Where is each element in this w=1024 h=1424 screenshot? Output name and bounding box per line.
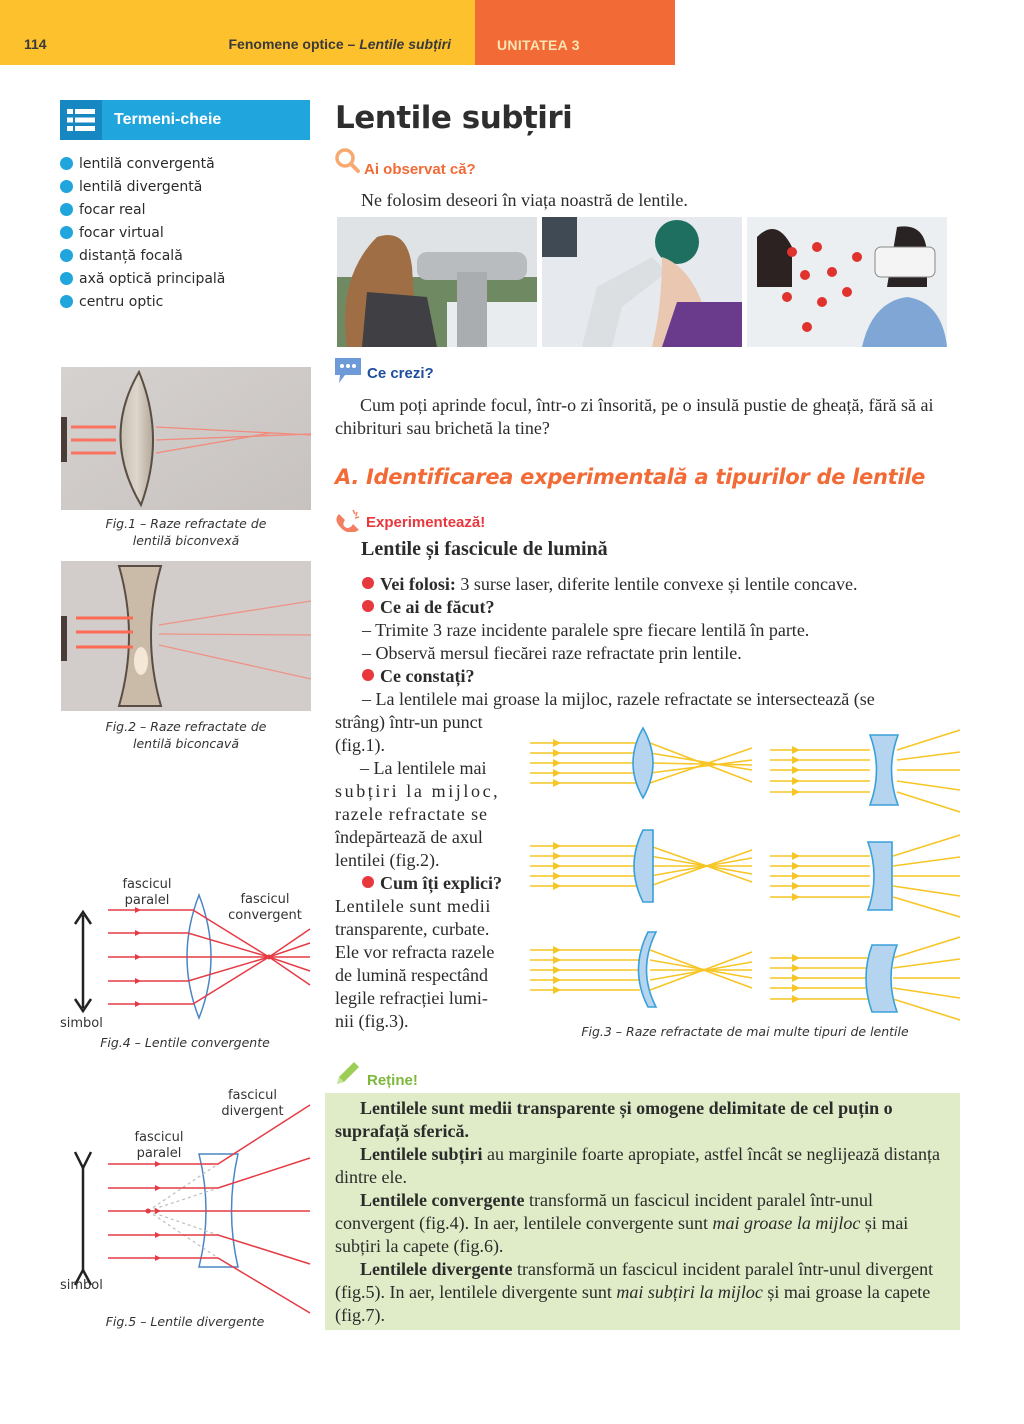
fig5-symbol-label: simbol bbox=[60, 1278, 103, 1293]
pencil-icon bbox=[335, 1060, 361, 1090]
topic-text: Fenomene optice – bbox=[228, 36, 360, 52]
fig4-caption: Fig.4 – Lentile convergente bbox=[100, 1035, 270, 1050]
key-term bbox=[60, 267, 225, 290]
explain-text: nii (fig.3). bbox=[335, 1011, 409, 1031]
todo-step: – Observă mersul fiecărei raze refractate prin lentile. bbox=[362, 643, 742, 663]
fig3-lens-types-diagram bbox=[525, 720, 960, 1025]
think-text: Cum poți aprinde focul, într-o zi însorită, pe o insulă pustie de gheață, fără să ai chibrituri sau brichetă la tine? bbox=[335, 395, 934, 438]
explain-text: Lentilele sunt medii bbox=[335, 896, 491, 916]
magnet-icon bbox=[335, 508, 361, 536]
bullet-dot-icon bbox=[362, 577, 374, 589]
remember-bold: Lentilele divergente bbox=[360, 1259, 513, 1279]
finding-text: – La lentilele mai bbox=[360, 758, 487, 778]
page-topic bbox=[229, 36, 452, 52]
find-label: Ce constați? bbox=[380, 666, 475, 686]
key-term-label: lentilă divergentă bbox=[79, 178, 203, 195]
header-topic-band bbox=[0, 0, 475, 65]
label-line: paralel bbox=[124, 893, 170, 908]
use-text: 3 surse laser, diferite lentile convexe și lentile concave. bbox=[455, 574, 858, 594]
fig1-biconvex-lens-photo bbox=[61, 367, 311, 510]
key-term bbox=[60, 221, 225, 244]
caption-line: lentilă biconcavă bbox=[132, 736, 239, 751]
todo-label: Ce ai de făcut? bbox=[380, 597, 495, 617]
fig2-caption bbox=[61, 718, 311, 752]
remember-p1 bbox=[335, 1097, 950, 1143]
fig4-symbol-label: simbol bbox=[60, 1016, 103, 1031]
unit-label: UNITATEA 3 bbox=[497, 37, 580, 53]
fig5-caption: Fig.5 – Lentile divergente bbox=[105, 1314, 265, 1329]
label-line: paralel bbox=[136, 1146, 182, 1161]
key-terms-list bbox=[60, 152, 225, 313]
fig5-label-divergent bbox=[215, 1088, 290, 1120]
finding-text: strâng) într-un punct bbox=[335, 712, 483, 732]
experiment-steps bbox=[335, 573, 955, 711]
find-line bbox=[335, 665, 955, 688]
finding-text: razele refractate se bbox=[335, 804, 488, 824]
key-term-label: focar real bbox=[79, 201, 146, 218]
explain-text: de lumină respectând bbox=[335, 965, 488, 985]
finding-text: – La lentilele mai groase la mijloc, razele refractate se intersectează (se bbox=[362, 689, 875, 709]
woman-with-binoculars-photo bbox=[337, 217, 537, 347]
label-line: fascicul bbox=[134, 1130, 184, 1145]
key-term bbox=[60, 198, 225, 221]
fig4-label-convergent bbox=[225, 892, 305, 924]
remember-p3 bbox=[335, 1189, 950, 1258]
remember-italic: mai subțiri la mijloc bbox=[616, 1282, 763, 1302]
fig4-label-parallel bbox=[112, 877, 182, 909]
bullet-dot-icon bbox=[60, 226, 73, 239]
bullet-dot-icon bbox=[362, 876, 374, 888]
key-term-label: lentilă convergentă bbox=[79, 155, 215, 172]
label-line: convergent bbox=[228, 908, 302, 923]
page-header bbox=[0, 0, 675, 65]
observed-heading bbox=[335, 148, 476, 178]
bullet-dot-icon bbox=[60, 249, 73, 262]
observed-text: Ne folosim deseori în viața noastră de lentile. bbox=[361, 190, 688, 210]
microscope-lab-photo bbox=[542, 217, 742, 347]
experiment-narrow-column bbox=[335, 711, 511, 1033]
vr-headset-molecule-photo bbox=[747, 217, 947, 347]
experiment-heading-label: Experimentează! bbox=[366, 513, 486, 531]
speech-bubble-icon bbox=[335, 358, 361, 388]
caption-line: lentilă biconvexă bbox=[132, 533, 240, 548]
bullet-dot-icon bbox=[60, 272, 73, 285]
remember-box bbox=[325, 1093, 960, 1330]
explain-label: Cum îți explici? bbox=[380, 873, 502, 893]
key-term-label: axă optică principală bbox=[79, 270, 226, 287]
label-line: fascicul bbox=[227, 1088, 278, 1103]
list-icon bbox=[60, 100, 102, 140]
todo-line bbox=[335, 596, 955, 619]
remember-italic: mai groase la mijloc bbox=[712, 1213, 861, 1233]
experiment-heading bbox=[335, 508, 485, 536]
key-term bbox=[60, 290, 225, 313]
key-term bbox=[60, 244, 225, 267]
remember-text: transformă un fascicul incident paralel într-unul convergent (fig.4). In aer, lentilele convergente sunt bbox=[335, 1190, 873, 1233]
finding-text: îndepărtează de axul bbox=[335, 827, 483, 847]
key-term-label: focar virtual bbox=[79, 224, 164, 241]
remember-heading-label: Reține! bbox=[367, 1071, 418, 1089]
explain-text: transparente, curbate. bbox=[335, 919, 490, 939]
label-line: fascicul bbox=[122, 877, 172, 892]
header-unit-band bbox=[475, 0, 675, 65]
observed-heading-label: Ai observat că? bbox=[364, 160, 476, 178]
think-heading bbox=[335, 358, 434, 388]
remember-p2 bbox=[335, 1143, 950, 1189]
fig5-label-parallel bbox=[124, 1130, 194, 1162]
page-number: 114 bbox=[24, 36, 47, 52]
fig3-caption: Fig.3 – Raze refractate de mai multe tipuri de lentile bbox=[581, 1024, 909, 1039]
key-terms-header bbox=[60, 100, 310, 140]
label-line: divergent bbox=[221, 1104, 284, 1119]
remember-text: și mai groase la capete (fig.7). bbox=[335, 1282, 931, 1325]
use-line bbox=[335, 573, 955, 596]
key-term bbox=[60, 175, 225, 198]
bullet-dot-icon bbox=[60, 203, 73, 216]
finding-text: (fig.1). bbox=[335, 735, 385, 755]
bullet-dot-icon bbox=[362, 669, 374, 681]
label-line: fascicul bbox=[240, 892, 290, 907]
explain-text: legile refracției lumi- bbox=[335, 988, 488, 1008]
key-term bbox=[60, 152, 225, 175]
remember-text: transformă un fascicul incident paralel într-unul divergent (fig.5). In aer, lentilele divergente sunt bbox=[335, 1259, 934, 1302]
experiment-subtitle: Lentile și fascicule de lumină bbox=[361, 538, 608, 560]
remember-bold: Lentilele convergente bbox=[360, 1190, 525, 1210]
remember-text: și mai subțiri la capete (fig.6). bbox=[335, 1213, 909, 1256]
page-title: Lentile subțiri bbox=[335, 100, 573, 136]
remember-p4 bbox=[335, 1258, 950, 1327]
fig2-biconcave-lens-photo bbox=[61, 561, 311, 711]
bullet-dot-icon bbox=[60, 295, 73, 308]
key-term-label: distanță focală bbox=[79, 247, 183, 264]
magnifier-icon bbox=[335, 148, 361, 178]
explain-line bbox=[335, 872, 511, 895]
todo-step: – Trimite 3 raze incidente paralele spre fiecare lentilă în parte. bbox=[362, 620, 810, 640]
bullet-dot-icon bbox=[60, 157, 73, 170]
remember-text: au marginile foarte apropiate, astfel încât se neglijează distanța dintre ele. bbox=[335, 1144, 940, 1187]
explain-text: Ele vor refracta razele bbox=[335, 942, 495, 962]
bullet-dot-icon bbox=[362, 600, 374, 612]
caption-line: Fig.2 – Raze refractate de bbox=[105, 719, 267, 734]
caption-line: Fig.1 – Raze refractate de bbox=[105, 516, 267, 531]
key-term-label: centru optic bbox=[79, 293, 164, 310]
finding-text: subțiri la mijloc, bbox=[335, 781, 501, 801]
topic-italic: Lentile subțiri bbox=[359, 36, 451, 52]
remember-heading bbox=[335, 1060, 418, 1090]
think-heading-label: Ce crezi? bbox=[367, 364, 434, 382]
finding-text: lentilei (fig.2). bbox=[335, 850, 440, 870]
key-terms-title: Termeni-cheie bbox=[114, 111, 222, 128]
fig1-caption bbox=[61, 515, 311, 549]
use-label: Vei folosi: bbox=[380, 574, 456, 594]
section-a-heading: A. Identificarea experimentală a tipurilor de lentile bbox=[335, 465, 926, 489]
bullet-dot-icon bbox=[60, 180, 73, 193]
remember-bold: Lentilele subțiri bbox=[360, 1144, 483, 1164]
remember-bold: Lentilele sunt medii transparente și omogene delimitate de cel puțin o suprafață sferică. bbox=[335, 1098, 893, 1141]
